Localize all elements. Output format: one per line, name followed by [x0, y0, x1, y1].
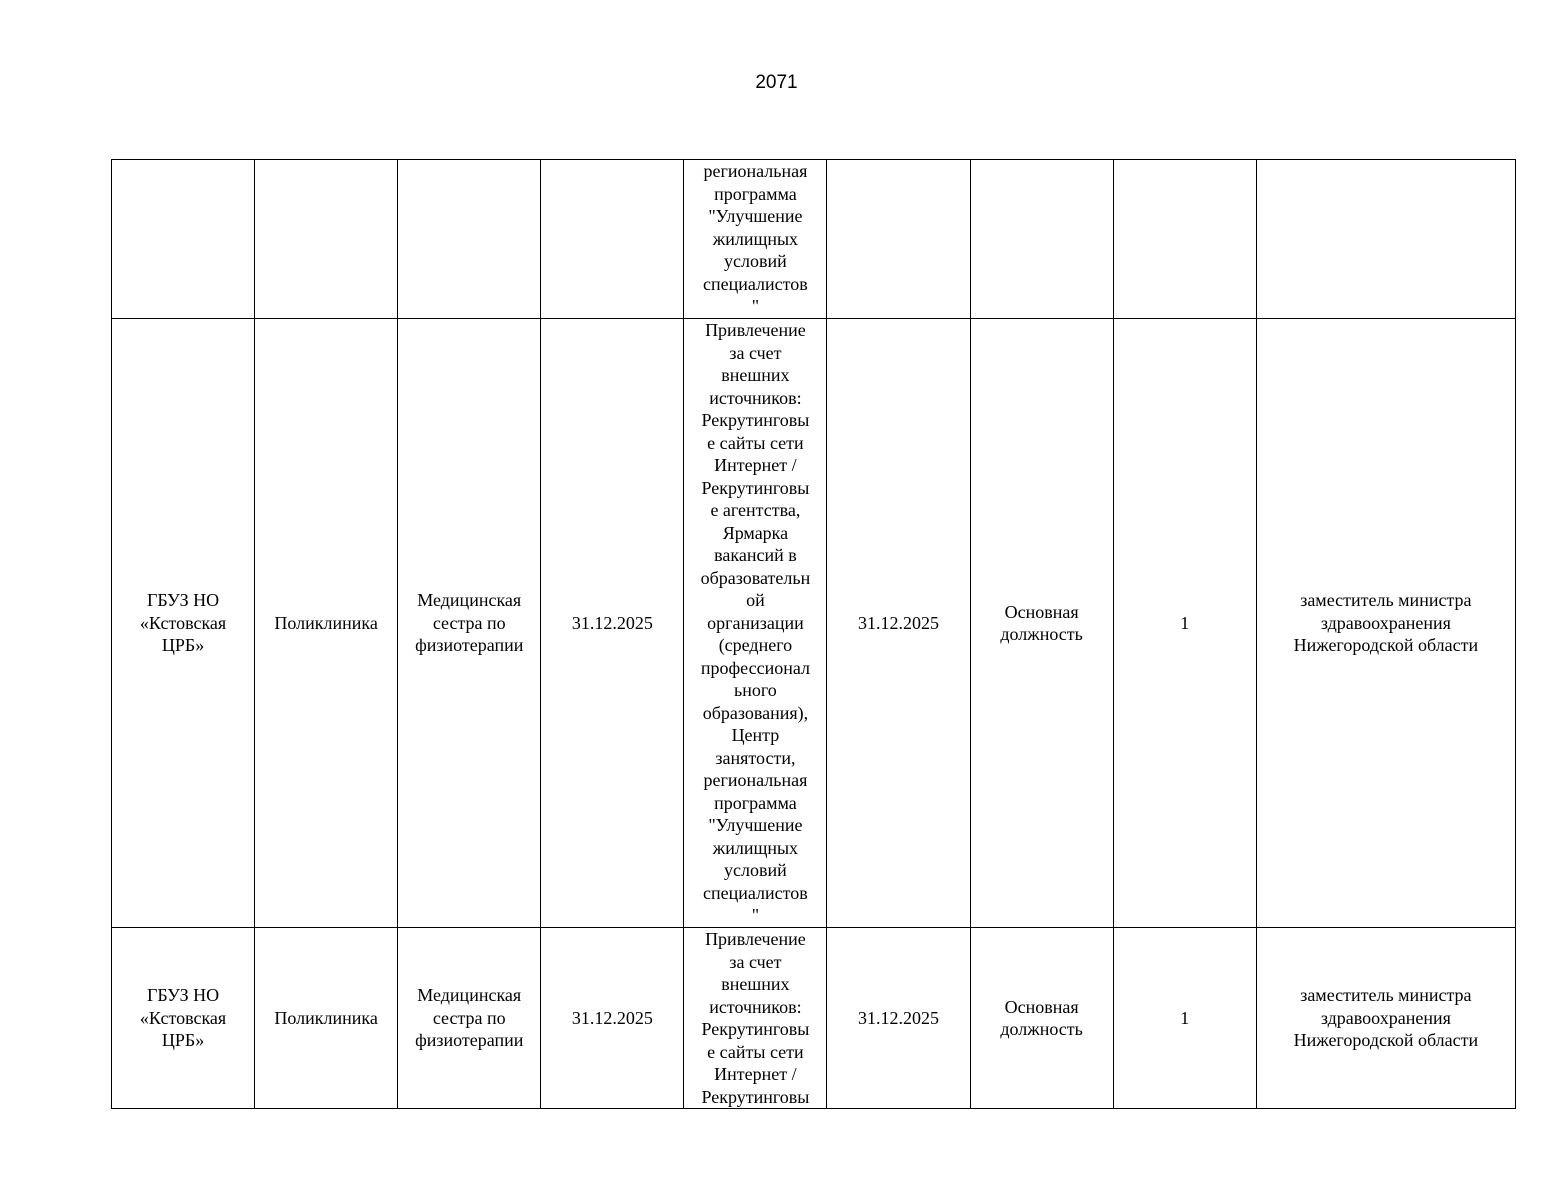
source-text: Привлечение за счет внешних источников: Рекрутинговы е сайты сети Интернет / Рекрутинговы [701, 929, 810, 1107]
staffing-table [111, 159, 1516, 1109]
source-text: Привлечение за счет внешних источников: Рекрутинговы е сайты сети Интернет / Рекрутинговы е агентства, Ярмарка вакансий в образовательн ой организации (среднего профессионал ьного образования), Центр занятости, региональная программа "Улучшение жилищных условий специалистов " [700, 320, 811, 926]
org-cell [112, 160, 255, 319]
org-cell [112, 319, 255, 928]
count-cell [1113, 160, 1256, 319]
date1-text: 31.12.2025 [571, 612, 653, 633]
position-text: Медицинская сестра по физиотерапии [415, 590, 524, 656]
dept-cell [255, 160, 398, 319]
type-text: Основная должность [1000, 996, 1083, 1039]
date1-cell [541, 928, 684, 1109]
responsible-cell [1256, 928, 1515, 1109]
count-text: 1 [1180, 612, 1190, 633]
date2-text: 31.12.2025 [858, 612, 940, 633]
org-text: ГБУЗ НО «Кстовская ЦРБ» [139, 985, 227, 1051]
source-cell [684, 928, 827, 1109]
responsible-cell [1256, 319, 1515, 928]
date2-cell [827, 928, 970, 1109]
responsible-text: заместитель министра здравоохранения Нижегородской области [1293, 985, 1479, 1051]
type-text: Основная должность [1000, 601, 1083, 644]
source-text: региональная программа "Улучшение жилищных условий специалистов " [703, 161, 808, 316]
dept-cell [255, 928, 398, 1109]
responsible-text: заместитель министра здравоохранения Нижегородской области [1293, 590, 1479, 656]
source-cell [684, 160, 827, 319]
position-cell [398, 160, 541, 319]
count-text: 1 [1180, 1007, 1190, 1028]
dept-text: Поликлиника [274, 1007, 378, 1028]
type-cell [970, 928, 1113, 1109]
position-cell [398, 928, 541, 1109]
type-cell [970, 319, 1113, 928]
count-cell [1113, 928, 1256, 1109]
dept-cell [255, 319, 398, 928]
source-cell [684, 319, 827, 928]
date2-cell [827, 319, 970, 928]
dept-text: Поликлиника [274, 612, 378, 633]
date1-cell [541, 160, 684, 319]
date1-text: 31.12.2025 [571, 1007, 653, 1028]
table-row [112, 319, 1516, 928]
page-number: 2071 [755, 72, 798, 93]
responsible-cell [1256, 160, 1515, 319]
date2-cell [827, 160, 970, 319]
date2-text: 31.12.2025 [858, 1007, 940, 1028]
type-cell [970, 160, 1113, 319]
position-cell [398, 319, 541, 928]
count-cell [1113, 319, 1256, 928]
table-row [112, 160, 1516, 319]
table-row [112, 928, 1516, 1109]
org-cell [112, 928, 255, 1109]
org-text: ГБУЗ НО «Кстовская ЦРБ» [139, 590, 227, 656]
date1-cell [541, 319, 684, 928]
position-text: Медицинская сестра по физиотерапии [415, 985, 524, 1051]
